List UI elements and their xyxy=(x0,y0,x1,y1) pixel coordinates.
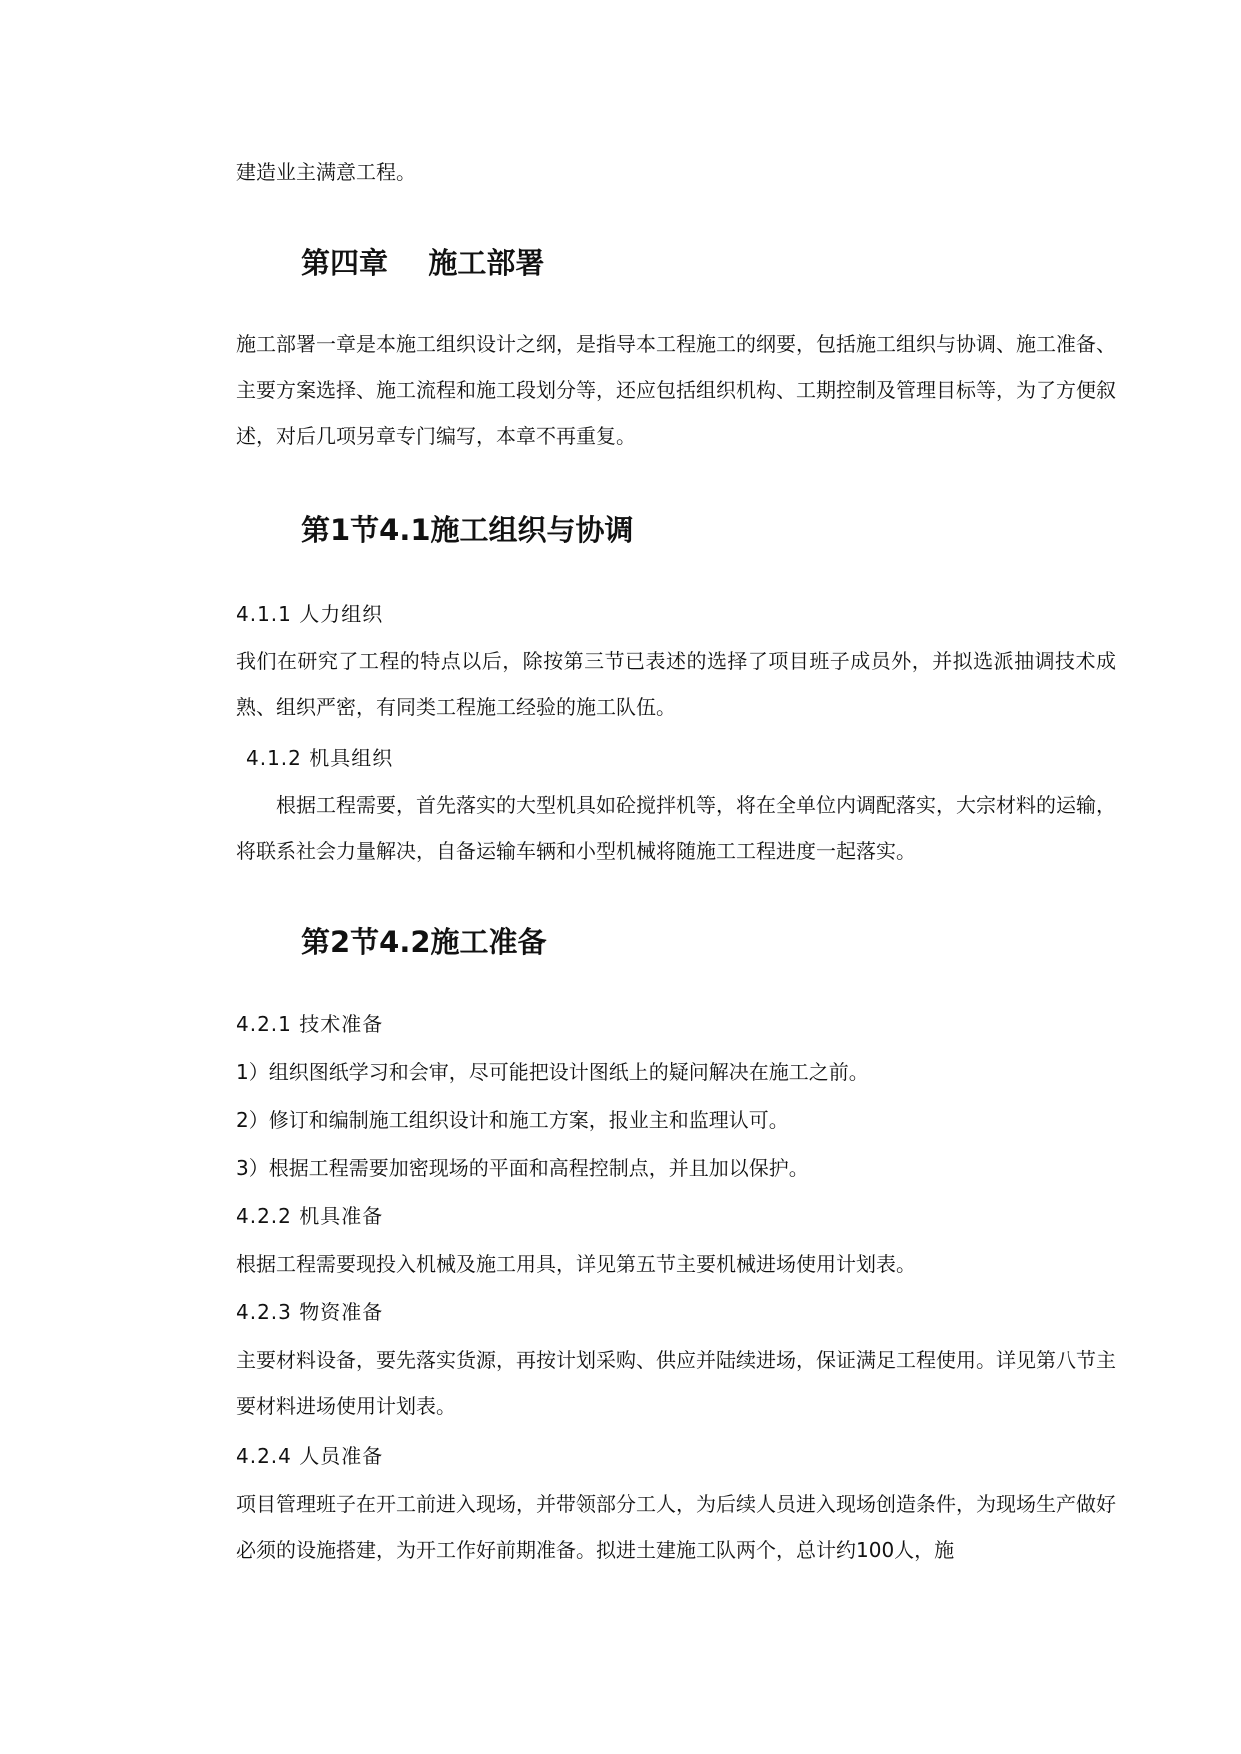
subsection-4-2-1-title: 4.2.1 技术准备 xyxy=(236,1012,384,1036)
list-item-2: 2）修订和编制施工组织设计和施工方案，报业主和监理认可。 xyxy=(236,1108,789,1132)
subsection-4-1-2-title: 4.1.2 机具组织 xyxy=(246,746,394,770)
list-item-1: 1）组织图纸学习和会审，尽可能把设计图纸上的疑问解决在施工之前。 xyxy=(236,1060,869,1084)
paragraph-chapter-4: 施工部署一章是本施工组织设计之纲，是指导本工程施工的纲要，包括施工组织与协调、施工准备、主要方案选择、施工流程和施工段划分等，还应包括组织机构、工期控制及管理目标等，为了方便叙述，对后几项另章专门编写，本章不再重复。 xyxy=(236,332,1116,448)
paragraph-4-1-2: 根据工程需要，首先落实的大型机具如砼搅拌机等，将在全单位内调配落实，大宗材料的运输，将联系社会力量解决，自备运输车辆和小型机械将随施工工程进度一起落实。 xyxy=(236,793,1116,863)
subsection-4-2-3-title: 4.2.3 物资准备 xyxy=(236,1300,384,1324)
section-4-2-heading: 第2节4.2施工准备 xyxy=(301,925,547,959)
chapter-4-heading: 第四章 施工部署 xyxy=(301,246,545,280)
paragraph-4-1-1: 我们在研究了工程的特点以后，除按第三节已表述的选择了项目班子成员外，并拟选派抽调技术成熟、组织严密，有同类工程施工经验的施工队伍。 xyxy=(236,649,1116,719)
list-item-3: 3）根据工程需要加密现场的平面和高程控制点，并且加以保护。 xyxy=(236,1156,809,1180)
section-4-1-heading: 第1节4.1施工组织与协调 xyxy=(301,513,634,547)
paragraph-4-2-4: 项目管理班子在开工前进入现场，并带领部分工人，为后续人员进入现场创造条件，为现场生产做好必须的设施搭建，为开工作好前期准备。拟进土建施工队两个，总计约100人，施 xyxy=(236,1492,1116,1562)
paragraph-4-2-2: 根据工程需要现投入机械及施工用具，详见第五节主要机械进场使用计划表。 xyxy=(236,1252,916,1276)
subsection-4-2-2-title: 4.2.2 机具准备 xyxy=(236,1204,384,1228)
subsection-4-2-4-title: 4.2.4 人员准备 xyxy=(236,1444,384,1468)
paragraph-intro-end: 建造业主满意工程。 xyxy=(236,160,416,184)
subsection-4-1-1-title: 4.1.1 人力组织 xyxy=(236,602,384,626)
paragraph-4-2-3: 主要材料设备，要先落实货源，再按计划采购、供应并陆续进场，保证满足工程使用。详见第八节主要材料进场使用计划表。 xyxy=(236,1348,1116,1418)
